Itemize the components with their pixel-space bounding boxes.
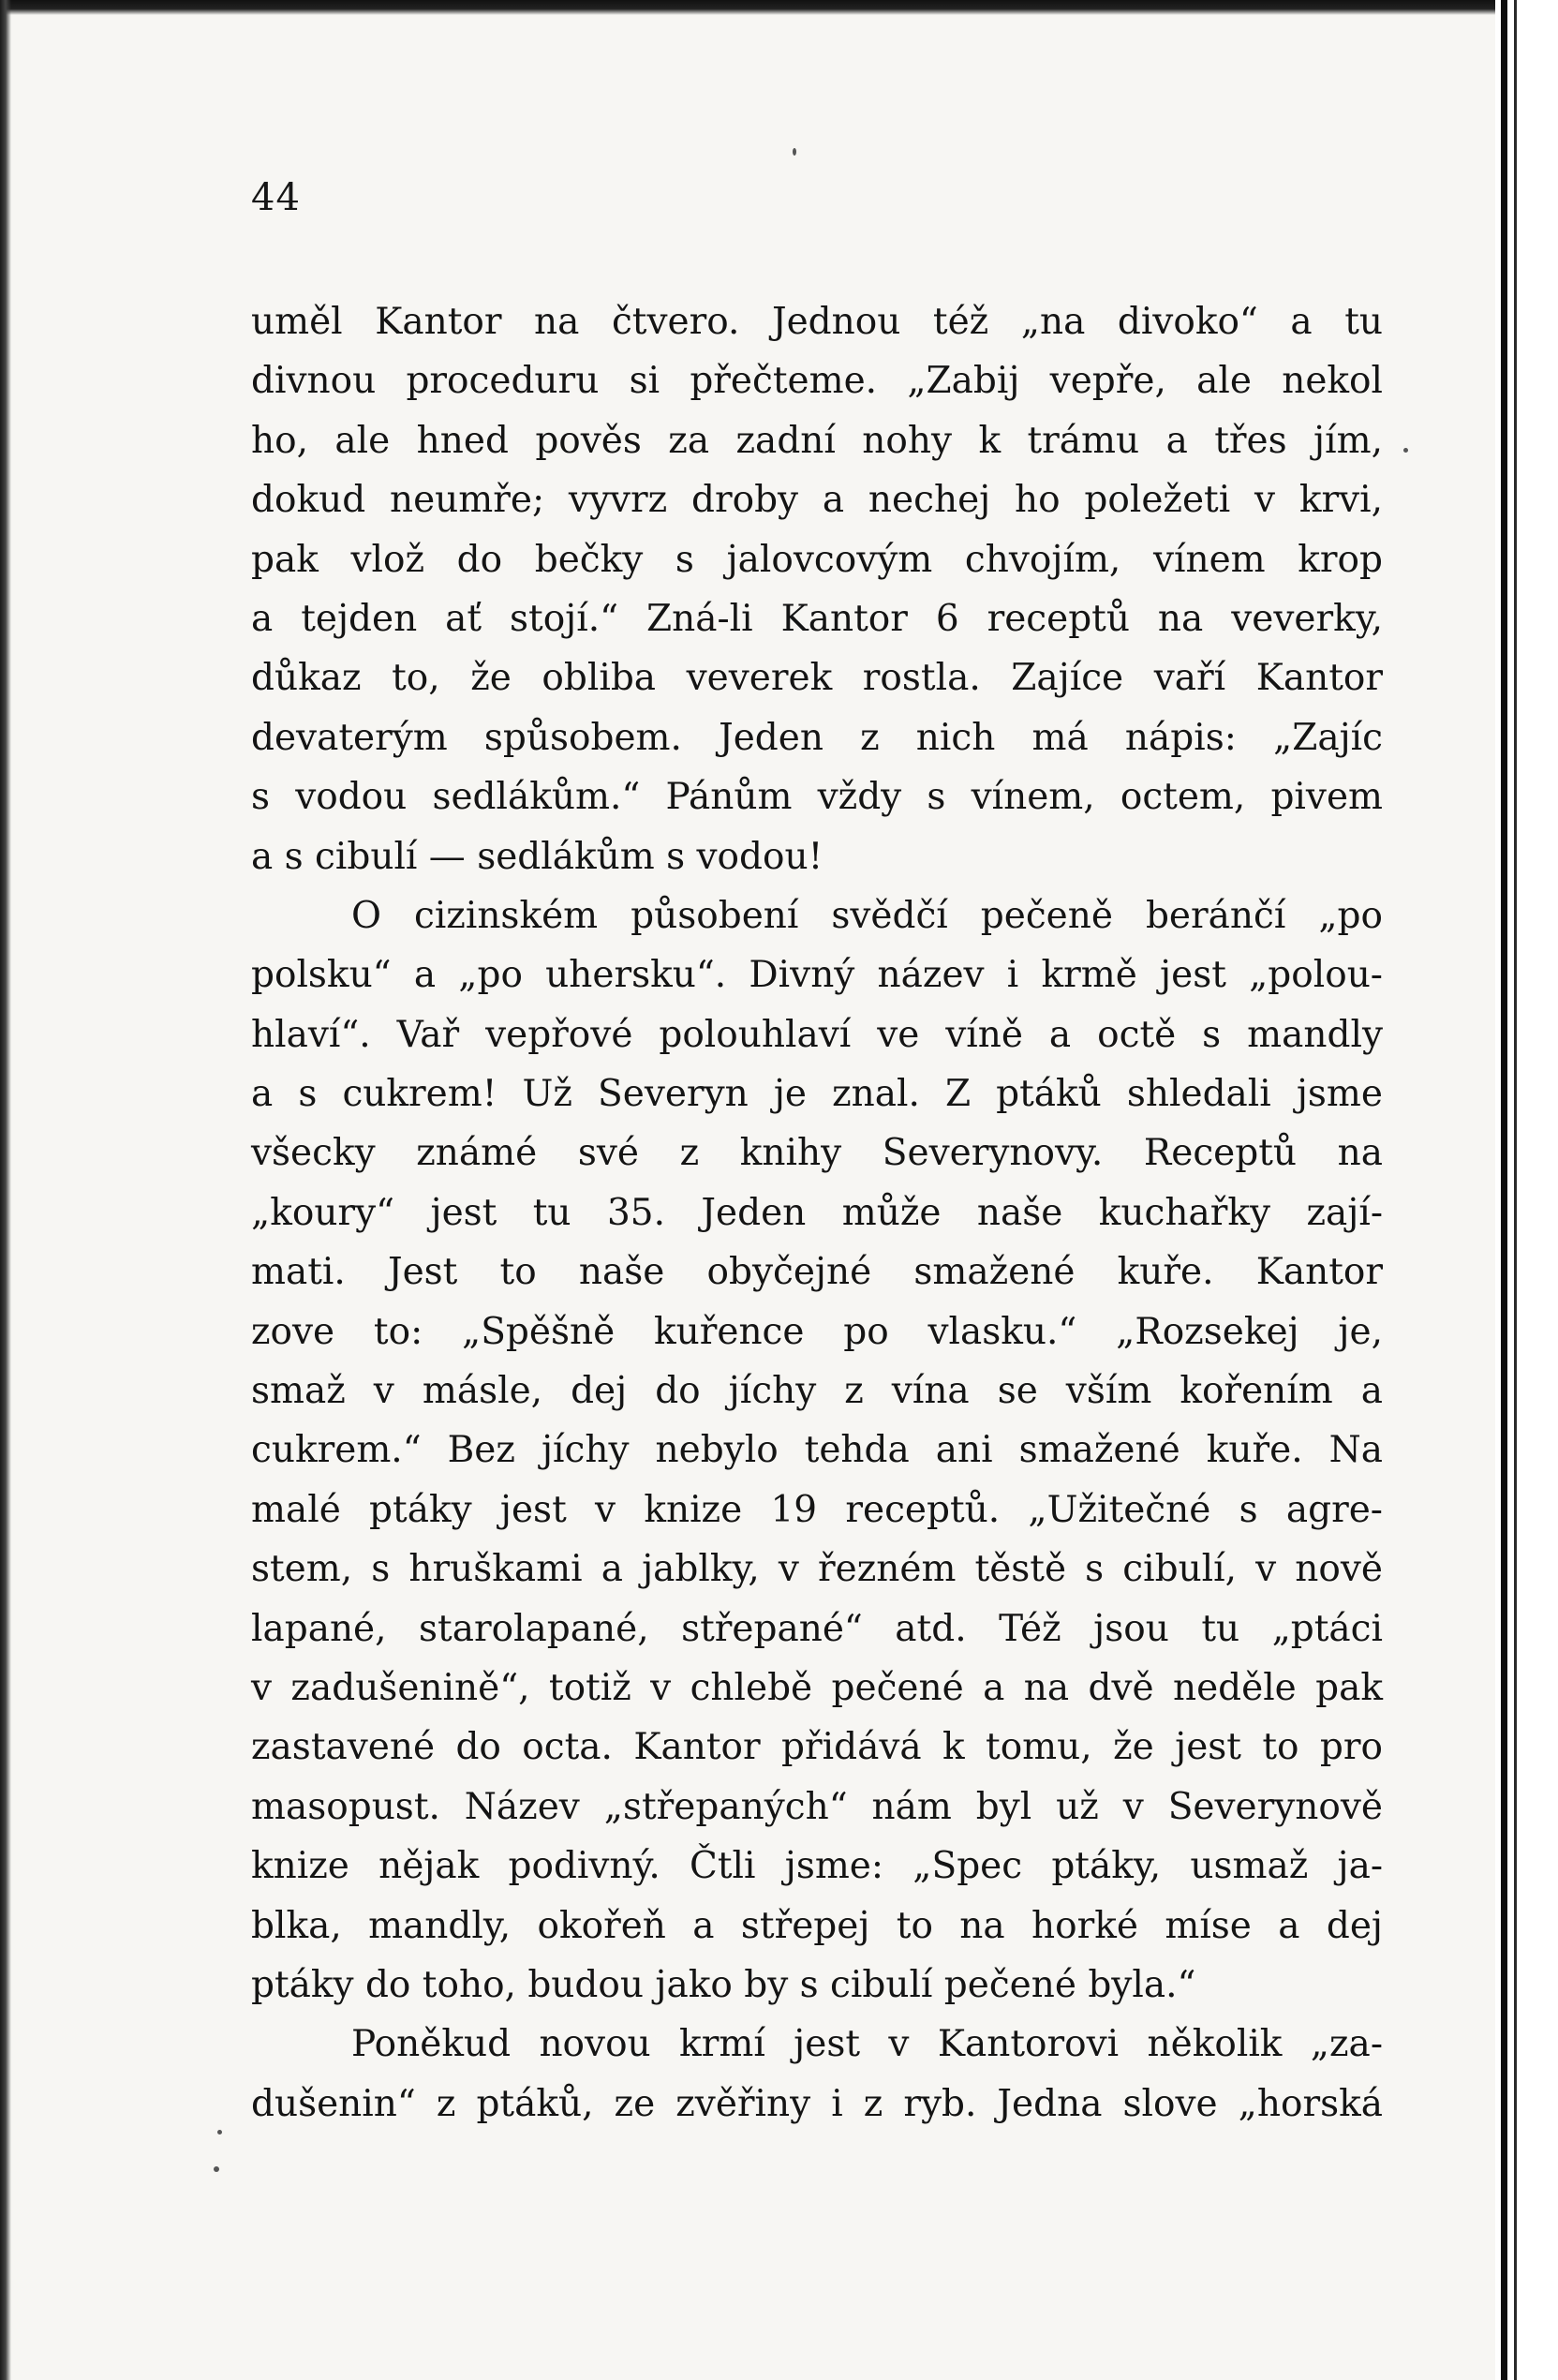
text-line: a tejden ať stojí.“ Zná-li Kantor 6 receptů na veverky, <box>251 597 1383 640</box>
text-line: knize nějak podivný. Čtli jsme: „Spec ptáky, usmaž ja- <box>251 1845 1383 1888</box>
scan-left-edge <box>0 0 11 2380</box>
text-line: smaž v másle, dej do jíchy z vína se vším kořením a <box>251 1370 1383 1413</box>
page-number: 44 <box>251 176 301 219</box>
text-line: polsku“ a „po uhersku“. Divný název i krmě jest „polou- <box>251 954 1383 997</box>
text-line: malé ptáky jest v knize 19 receptů. „Užitečné s agre- <box>251 1488 1383 1531</box>
text-line: a s cibulí — sedlákům s vodou! <box>251 835 824 878</box>
scan-speck <box>793 148 796 156</box>
text-line: Poněkud novou krmí jest v Kantorovi několik „za- <box>351 2023 1383 2066</box>
text-line: v zadušenině“, totiž v chlebě pečené a na dvě neděle pak <box>251 1666 1383 1709</box>
text-line: s vodou sedlákům.“ Pánům vždy s vínem, octem, pivem <box>251 776 1383 819</box>
text-line: dušenin“ z ptáků, ze zvěřiny i z ryb. Jedna slove „horská <box>251 2082 1383 2125</box>
scan-right-edge <box>1501 0 1507 2380</box>
text-line: blka, mandly, okořeň a střepej to na horké míse a dej <box>251 1904 1383 1947</box>
text-line: stem, s hruškami a jablky, v řezném těstě s cibulí, v nově <box>251 1548 1383 1591</box>
scan-top-edge <box>0 0 1558 15</box>
text-line: ptáky do toho, budou jako by s cibulí pečené byla.“ <box>251 1963 1196 2006</box>
text-line: zove to: „Spěšně kuřence po vlasku.“ „Rozsekej je, <box>251 1310 1383 1353</box>
text-line: divnou proceduru si přečteme. „Zabij vepře, ale nekol <box>251 360 1383 403</box>
text-line: všecky známé své z knihy Severynovy. Receptů na <box>251 1132 1383 1175</box>
text-line: důkaz to, že obliba veverek rostla. Zajíce vaří Kantor <box>251 657 1383 700</box>
text-line: hlaví“. Vař vepřové polouhlaví ve víně a octě s mandly <box>251 1013 1383 1056</box>
text-line: devaterým spůsobem. Jeden z nich má nápis: „Zajíc <box>251 716 1383 759</box>
scan-speck <box>214 2166 219 2172</box>
text-line: pak vlož do bečky s jalovcovým chvojím, vínem krop <box>251 538 1383 581</box>
scan-right-edge-inner <box>1514 0 1517 2380</box>
text-line: cukrem.“ Bez jíchy nebylo tehda ani smažené kuře. Na <box>251 1429 1383 1472</box>
text-line: masopust. Název „střepaných“ nám byl už v Severynově <box>251 1785 1383 1828</box>
text-line: lapané, starolapané, střepané“ atd. Též jsou tu „ptáci <box>251 1607 1383 1650</box>
text-line: O cizinském působení svědčí pečeně beránčí „po <box>351 894 1383 937</box>
scan-speck <box>1403 448 1408 453</box>
text-line: a s cukrem! Už Severyn je znal. Z ptáků shledali jsme <box>251 1073 1383 1116</box>
text-line: uměl Kantor na čtvero. Jednou též „na divoko“ a tu <box>251 301 1383 343</box>
text-line: dokud neumře; vyvrz droby a nechej ho poležeti v krvi, <box>251 479 1383 522</box>
body-text <box>251 292 1383 2134</box>
scan-speck <box>217 2130 222 2135</box>
text-line: zastavené do octa. Kantor přidává k tomu, že jest to pro <box>251 1726 1383 1769</box>
text-line: „koury“ jest tu 35. Jeden může naše kuchařky zají- <box>251 1191 1383 1234</box>
text-line: ho, ale hned pověs za zadní nohy k trámu a třes jím, <box>251 419 1383 462</box>
text-line: mati. Jest to naše obyčejné smažené kuře. Kantor <box>251 1251 1383 1294</box>
